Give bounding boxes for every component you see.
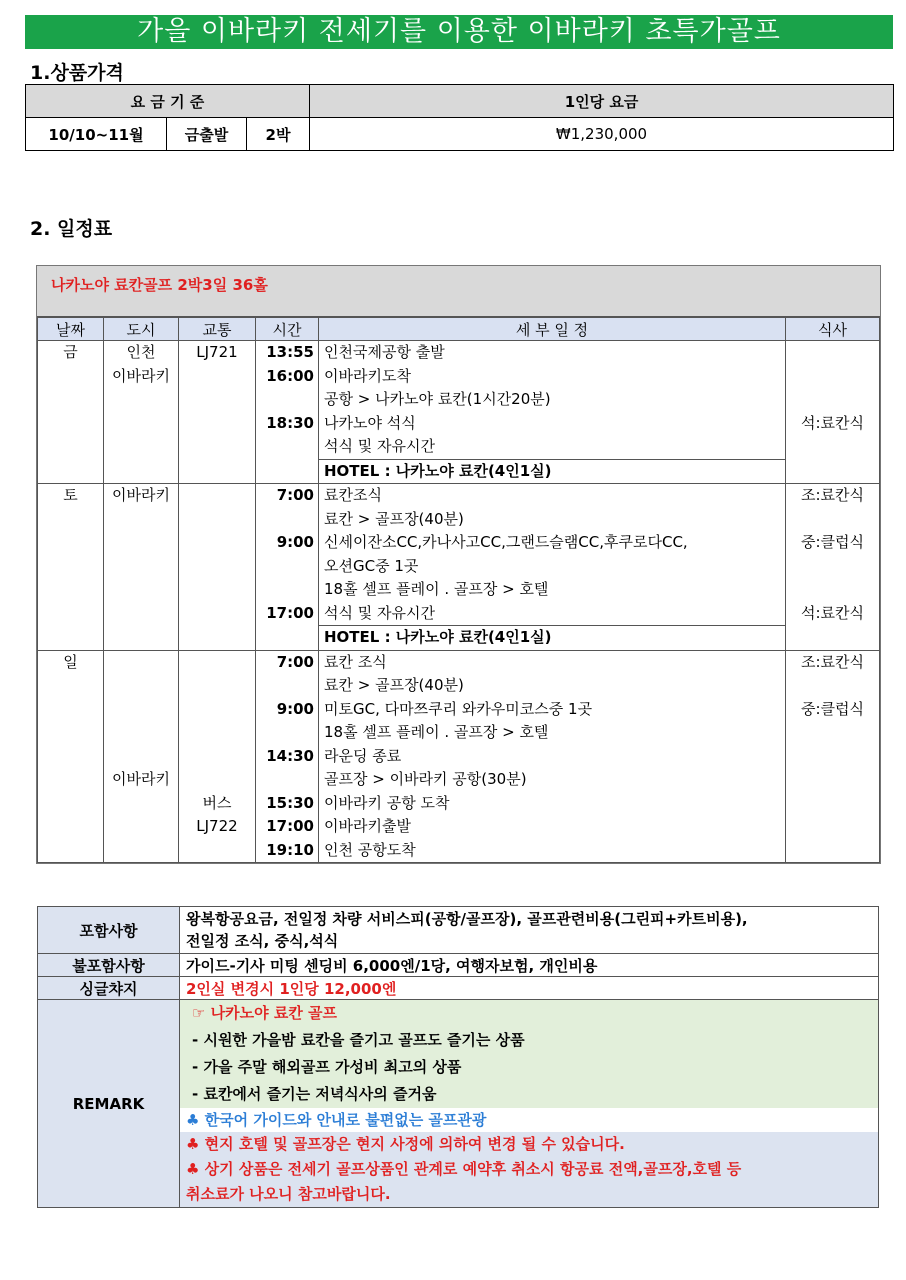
- schedule-row: [38, 459, 880, 484]
- schedule-cell-time: 14:30: [256, 745, 319, 769]
- price-fare-header: 1인당 요금: [310, 85, 894, 118]
- schedule-cell-day: 토: [38, 484, 104, 508]
- schedule-cell-transport: [179, 602, 256, 626]
- schedule-cell-meal: [786, 839, 880, 863]
- remark-warning-1: ♣ 현지 호텔 및 골프장은 현지 사정에 의하여 변경 될 수 있습니다.: [186, 1135, 625, 1153]
- schedule-cell-time: [256, 721, 319, 745]
- schedule-cell-city: [104, 839, 179, 863]
- schedule-cell-time: 9:00: [256, 698, 319, 722]
- schedule-cell-meal: [786, 555, 880, 579]
- schedule-cell-transport: [179, 768, 256, 792]
- remark-line-1: - 시원한 가을밤 료칸을 즐기고 골프도 즐기는 상품: [192, 1031, 525, 1049]
- schedule-cell-meal: [786, 674, 880, 698]
- schedule-row: [38, 745, 880, 769]
- schedule-cell-city: [104, 815, 179, 839]
- schedule-cell-day: [38, 459, 104, 484]
- schedule-cell-detail: 신세이잔소CC,카나사고CC,그랜드슬램CC,후쿠로다CC,: [319, 531, 786, 555]
- single-text: 2인실 변경시 1인당 12,000엔: [180, 977, 879, 1000]
- remark-row: [38, 1000, 879, 1208]
- schedule-cell-detail: 료칸 > 골프장(40분): [319, 674, 786, 698]
- schedule-cell-detail: 이바라키 공항 도착: [319, 792, 786, 816]
- schedule-cell-meal: [786, 721, 880, 745]
- schedule-cell-city: [104, 698, 179, 722]
- schedule-row: [38, 412, 880, 436]
- schedule-cell-detail: 18홀 셀프 플레이 . 골프장 > 호텔: [319, 721, 786, 745]
- schedule-cell-time: [256, 508, 319, 532]
- excluded-label: 불포함사항: [38, 954, 180, 977]
- schedule-cell-day: [38, 578, 104, 602]
- schedule-row: [38, 578, 880, 602]
- price-header-row: [26, 85, 894, 118]
- schedule-cell-meal: [786, 435, 880, 459]
- schedule-cell-day: [38, 626, 104, 651]
- schedule-cell-time: [256, 768, 319, 792]
- schedule-cell-day: [38, 721, 104, 745]
- schedule-cell-detail: 18홀 셀프 플레이 . 골프장 > 호텔: [319, 578, 786, 602]
- schedule-cell-time: [256, 388, 319, 412]
- schedule-cell-transport: [179, 698, 256, 722]
- schedule-cell-city: 이바라키: [104, 484, 179, 508]
- schedule-cell-detail: 골프장 > 이바라키 공항(30분): [319, 768, 786, 792]
- schedule-cell-city: [104, 721, 179, 745]
- schedule-cell-time: [256, 459, 319, 484]
- header-time: 시간: [256, 318, 319, 341]
- schedule-cell-transport: [179, 650, 256, 674]
- schedule-cell-time: 17:00: [256, 815, 319, 839]
- schedule-row: [38, 388, 880, 412]
- price-period: 10/10~11월: [26, 118, 167, 151]
- schedule-cell-time: [256, 555, 319, 579]
- schedule-cell-city: [104, 531, 179, 555]
- price-nights: 2박: [247, 118, 310, 151]
- schedule-cell-city: [104, 412, 179, 436]
- single-row: [38, 977, 879, 1000]
- schedule-cell-transport: 버스: [179, 792, 256, 816]
- schedule-cell-day: [38, 435, 104, 459]
- schedule-cell-detail: 료칸 > 골프장(40분): [319, 508, 786, 532]
- schedule-cell-detail: 석식 및 자유시간: [319, 435, 786, 459]
- header-city: 도시: [104, 318, 179, 341]
- schedule-cell-meal: [786, 459, 880, 484]
- schedule-cell-time: 18:30: [256, 412, 319, 436]
- schedule-cell-day: 일: [38, 650, 104, 674]
- schedule-cell-detail: HOTEL : 나카노야 료칸(4인1실): [319, 459, 786, 484]
- schedule-row: [38, 341, 880, 365]
- schedule-cell-city: [104, 508, 179, 532]
- schedule-cell-meal: 석:료칸식: [786, 602, 880, 626]
- schedule-row: [38, 435, 880, 459]
- schedule-table: [37, 317, 880, 863]
- schedule-cell-time: [256, 626, 319, 651]
- schedule-cell-city: [104, 626, 179, 651]
- schedule-cell-meal: [786, 365, 880, 389]
- schedule-row: [38, 768, 880, 792]
- schedule-row: [38, 650, 880, 674]
- schedule-cell-day: [38, 531, 104, 555]
- schedule-box: [36, 265, 881, 864]
- schedule-cell-city: [104, 602, 179, 626]
- schedule-cell-time: 9:00: [256, 531, 319, 555]
- schedule-cell-meal: [786, 388, 880, 412]
- header-meal: 식사: [786, 318, 880, 341]
- schedule-cell-transport: [179, 459, 256, 484]
- schedule-cell-city: [104, 388, 179, 412]
- schedule-row: [38, 698, 880, 722]
- schedule-cell-day: [38, 674, 104, 698]
- schedule-cell-meal: 중:클럽식: [786, 531, 880, 555]
- remark-line-3: - 료칸에서 즐기는 저녁식사의 즐거움: [192, 1085, 437, 1103]
- schedule-cell-meal: [786, 578, 880, 602]
- schedule-row: [38, 508, 880, 532]
- schedule-cell-transport: [179, 365, 256, 389]
- schedule-cell-time: [256, 674, 319, 698]
- schedule-body: [38, 341, 880, 863]
- schedule-cell-transport: [179, 412, 256, 436]
- schedule-cell-time: 7:00: [256, 484, 319, 508]
- schedule-cell-transport: [179, 484, 256, 508]
- schedule-row: [38, 792, 880, 816]
- schedule-cell-detail: 이바라키도착: [319, 365, 786, 389]
- schedule-cell-day: [38, 508, 104, 532]
- schedule-cell-meal: [786, 792, 880, 816]
- schedule-cell-city: [104, 435, 179, 459]
- schedule-cell-transport: [179, 578, 256, 602]
- schedule-cell-time: [256, 578, 319, 602]
- info-table: [37, 906, 879, 1208]
- header-detail: 세 부 일 정: [319, 318, 786, 341]
- remark-title: ☞ 나카노야 료칸 골프: [192, 1004, 338, 1022]
- schedule-cell-time: 16:00: [256, 365, 319, 389]
- single-label: 싱글챠지: [38, 977, 180, 1000]
- schedule-cell-detail: 오션GC중 1곳: [319, 555, 786, 579]
- price-fare: ₩1,230,000: [310, 118, 894, 151]
- schedule-cell-detail: 석식 및 자유시간: [319, 602, 786, 626]
- schedule-cell-city: [104, 578, 179, 602]
- schedule-cell-day: [38, 365, 104, 389]
- schedule-row: [38, 365, 880, 389]
- schedule-cell-day: [38, 412, 104, 436]
- schedule-cell-transport: [179, 388, 256, 412]
- page-title: 가을 이바라키 전세기를 이용한 이바라키 초특가골프: [25, 15, 893, 49]
- included-label: 포함사항: [38, 907, 180, 954]
- schedule-cell-transport: [179, 674, 256, 698]
- remark-guide: ♣ 한국어 가이드와 안내로 불편없는 골프관광: [186, 1111, 487, 1129]
- schedule-cell-detail: 공항 > 나카노야 료칸(1시간20분): [319, 388, 786, 412]
- schedule-cell-transport: LJ722: [179, 815, 256, 839]
- schedule-cell-meal: [786, 508, 880, 532]
- included-line-1: 왕복항공요금, 전일정 차량 서비스피(공항/골프장), 골프관련비용(그린피+카트비용),: [186, 910, 748, 928]
- schedule-cell-city: [104, 555, 179, 579]
- schedule-cell-detail: 료칸 조식: [319, 650, 786, 674]
- schedule-row: [38, 626, 880, 651]
- schedule-row: [38, 674, 880, 698]
- schedule-cell-meal: 조:료칸식: [786, 650, 880, 674]
- schedule-cell-city: [104, 459, 179, 484]
- schedule-cell-detail: 이바라키출발: [319, 815, 786, 839]
- remark-label: REMARK: [38, 1000, 180, 1208]
- schedule-cell-day: [38, 602, 104, 626]
- price-departure: 금출발: [167, 118, 247, 151]
- schedule-row: [38, 839, 880, 863]
- schedule-row: [38, 555, 880, 579]
- schedule-cell-detail: 인천국제공항 출발: [319, 341, 786, 365]
- section-price-heading: 1.상품가격: [30, 62, 124, 84]
- schedule-cell-day: [38, 555, 104, 579]
- schedule-cell-time: 15:30: [256, 792, 319, 816]
- schedule-row: [38, 721, 880, 745]
- schedule-cell-meal: [786, 341, 880, 365]
- schedule-cell-meal: 조:료칸식: [786, 484, 880, 508]
- schedule-cell-day: [38, 698, 104, 722]
- schedule-cell-day: [38, 388, 104, 412]
- price-table: [25, 84, 894, 151]
- section-schedule-heading: 2. 일정표: [30, 218, 113, 240]
- schedule-cell-transport: [179, 839, 256, 863]
- schedule-row: [38, 484, 880, 508]
- schedule-row: [38, 815, 880, 839]
- remark-warning-2b: 취소료가 나오니 참고바랍니다.: [186, 1185, 391, 1203]
- schedule-cell-city: [104, 650, 179, 674]
- schedule-title: 나카노야 료칸골프 2박3일 36홀: [37, 266, 880, 317]
- included-line-2: 전일정 조식, 중식,석식: [186, 932, 339, 950]
- remark-line-2: - 가을 주말 해외골프 가성비 최고의 상품: [192, 1058, 462, 1076]
- schedule-cell-day: [38, 839, 104, 863]
- schedule-cell-transport: [179, 745, 256, 769]
- schedule-cell-city: 이바라키: [104, 365, 179, 389]
- schedule-cell-transport: [179, 555, 256, 579]
- schedule-cell-transport: [179, 508, 256, 532]
- schedule-cell-day: [38, 768, 104, 792]
- schedule-cell-city: [104, 674, 179, 698]
- schedule-cell-transport: [179, 531, 256, 555]
- schedule-cell-meal: [786, 745, 880, 769]
- schedule-cell-day: 금: [38, 341, 104, 365]
- excluded-row: [38, 954, 879, 977]
- schedule-row: [38, 531, 880, 555]
- schedule-cell-day: [38, 745, 104, 769]
- schedule-cell-transport: [179, 721, 256, 745]
- schedule-cell-meal: [786, 815, 880, 839]
- schedule-cell-city: 인천: [104, 341, 179, 365]
- price-basis-header: 요 금 기 준: [26, 85, 310, 118]
- schedule-cell-meal: 중:클럽식: [786, 698, 880, 722]
- schedule-cell-transport: LJ721: [179, 341, 256, 365]
- schedule-header-row: [38, 318, 880, 341]
- header-transport: 교통: [179, 318, 256, 341]
- remark-warning-2a: ♣ 상기 상품은 전세기 골프상품인 관계로 예약후 취소시 항공료 전액,골프장,호텔 등: [186, 1160, 742, 1178]
- schedule-cell-city: [104, 745, 179, 769]
- included-row: [38, 907, 879, 954]
- schedule-cell-time: 7:00: [256, 650, 319, 674]
- schedule-cell-detail: 나카노야 석식: [319, 412, 786, 436]
- schedule-cell-transport: [179, 435, 256, 459]
- schedule-row: [38, 602, 880, 626]
- schedule-cell-detail: 료칸조식: [319, 484, 786, 508]
- header-day: 날짜: [38, 318, 104, 341]
- schedule-cell-time: 13:55: [256, 341, 319, 365]
- schedule-cell-city: [104, 792, 179, 816]
- schedule-cell-meal: [786, 626, 880, 651]
- schedule-cell-time: 17:00: [256, 602, 319, 626]
- schedule-cell-day: [38, 815, 104, 839]
- schedule-cell-detail: 라운딩 종료: [319, 745, 786, 769]
- schedule-cell-meal: [786, 768, 880, 792]
- schedule-cell-detail: HOTEL : 나카노야 료칸(4인1실): [319, 626, 786, 651]
- schedule-cell-detail: 미토GC, 다마쯔쿠리 와카우미코스중 1곳: [319, 698, 786, 722]
- schedule-cell-time: 19:10: [256, 839, 319, 863]
- schedule-cell-city: 이바라키: [104, 768, 179, 792]
- schedule-cell-day: [38, 792, 104, 816]
- schedule-cell-meal: 석:료칸식: [786, 412, 880, 436]
- schedule-cell-detail: 인천 공항도착: [319, 839, 786, 863]
- schedule-cell-transport: [179, 626, 256, 651]
- schedule-cell-time: [256, 435, 319, 459]
- excluded-text: 가이드-기사 미팅 센딩비 6,000엔/1당, 여행자보험, 개인비용: [180, 954, 879, 977]
- price-row: [26, 118, 894, 151]
